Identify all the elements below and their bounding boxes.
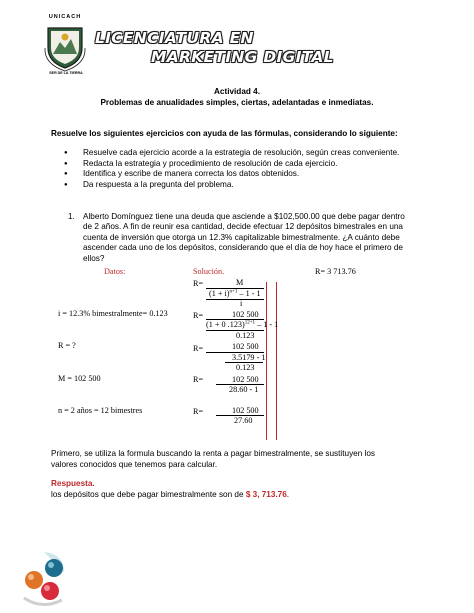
step4-denominator: 28.60 - 1 [229,385,259,394]
seal-motto: SER DE LA TIERRA [49,71,83,75]
step1-denominator: $(1 + i)^{n+1} - 1 - 1$ [209,289,261,298]
list-item: ● Resuelve cada ejercicio acorde a la estrategia de resolución, según creas conveniente. [64,148,399,159]
problem-line: cuenta de inversión que otorga un 12.3% capitalizable bimestralmente. ¿A cuánto debe [83,232,400,242]
list-item: ● Redacta la estrategia y procedimiento de resolución de cada ejercicio. [64,159,399,170]
dato-rent: R = ? [58,341,76,350]
step3-numerator: 102 500 [232,342,259,351]
brand-line-1: LICENCIATURA EN [95,29,254,47]
step5-denominator: 27.60 [234,416,253,425]
guide-line [266,282,267,440]
r-label: R= [193,311,204,320]
university-seal-logo [42,14,88,72]
problem-line: Alberto Domínguez tiene una deuda que asciende a $102,500.00 que debe pagar dentro [83,212,405,221]
step5-numerator: 102 500 [232,406,259,415]
problem-line: de 2 años. A fin de reunir esa cantidad, decide efectuar 12 depósitos bimestrales en una [83,222,403,232]
r-label: R= [193,375,204,384]
r-label: R= [193,279,204,288]
answer-value: $ 3, 713.76 [245,490,287,499]
solucion-label: Solución. [193,267,225,276]
explanation-line: valores conocidos que tenemos para calcular. [51,459,218,469]
problem-statement [83,212,413,264]
step1-den2: i [240,299,243,308]
datos-label: Datos: [104,267,126,276]
step2-den2: 0.123 [236,331,255,340]
step2-denominator: (1 + 0 .123)$^{12+1}$ – 1 - 1 [206,320,279,329]
step4-numerator: 102 500 [232,375,259,384]
r-label: R= [193,344,204,353]
seal-name: UNICACH [48,14,82,20]
fraction-bar [206,299,264,300]
step3-denominator: 3.5179 - 1 [232,353,266,362]
dato-amount: M = 102 500 [58,374,101,383]
step1-numerator: M [236,278,244,287]
step2-numerator: 102 500 [232,310,259,319]
problem-line: ascender cada uno de los depósitos, considerando que el día de hoy hace el primero de [83,243,403,253]
dato-periods: n = 2 años = 12 bimestres [58,406,143,415]
result-summary: R= 3 713.76 [315,267,356,276]
problem-line: ellos? [83,253,105,263]
instructions: Resuelve los siguientes ejercicios con ayuda de las fórmulas, considerando lo siguiente: [51,129,398,138]
bullet-list [64,148,399,190]
brand-line-2: MARKETING DIGITAL [151,48,334,66]
list-item: ● Da respuesta a la pregunta del problema. [64,180,399,191]
list-item: ● Identifica y escribe de manera correcta los datos obtenidos. [64,169,399,180]
dato-interest: i = 12.3% bimestralmente= 0.123 [58,309,168,318]
activity-title: Actividad 4. [214,87,260,96]
explanation-line: Primero, se utiliza la formula buscando la renta a pagar bimestralmente, se sustituyen los [51,449,376,458]
answer-text: los depósitos que debe pagar bimestralmente son de $ 3, 713.76. [51,490,290,499]
problem-number: 1. [68,212,75,221]
step3-den2: 0.123 [236,363,255,372]
r-label: R= [193,407,204,416]
guide-line [276,282,277,440]
fraction-bar [206,330,264,331]
answer-label: Respuesta. [51,479,95,488]
explanation [51,449,431,470]
activity-subtitle: Problemas de anualidades simples, ciertas, adelantadas e inmediatas. [100,98,374,107]
decorative-orbs-icon [14,548,70,608]
